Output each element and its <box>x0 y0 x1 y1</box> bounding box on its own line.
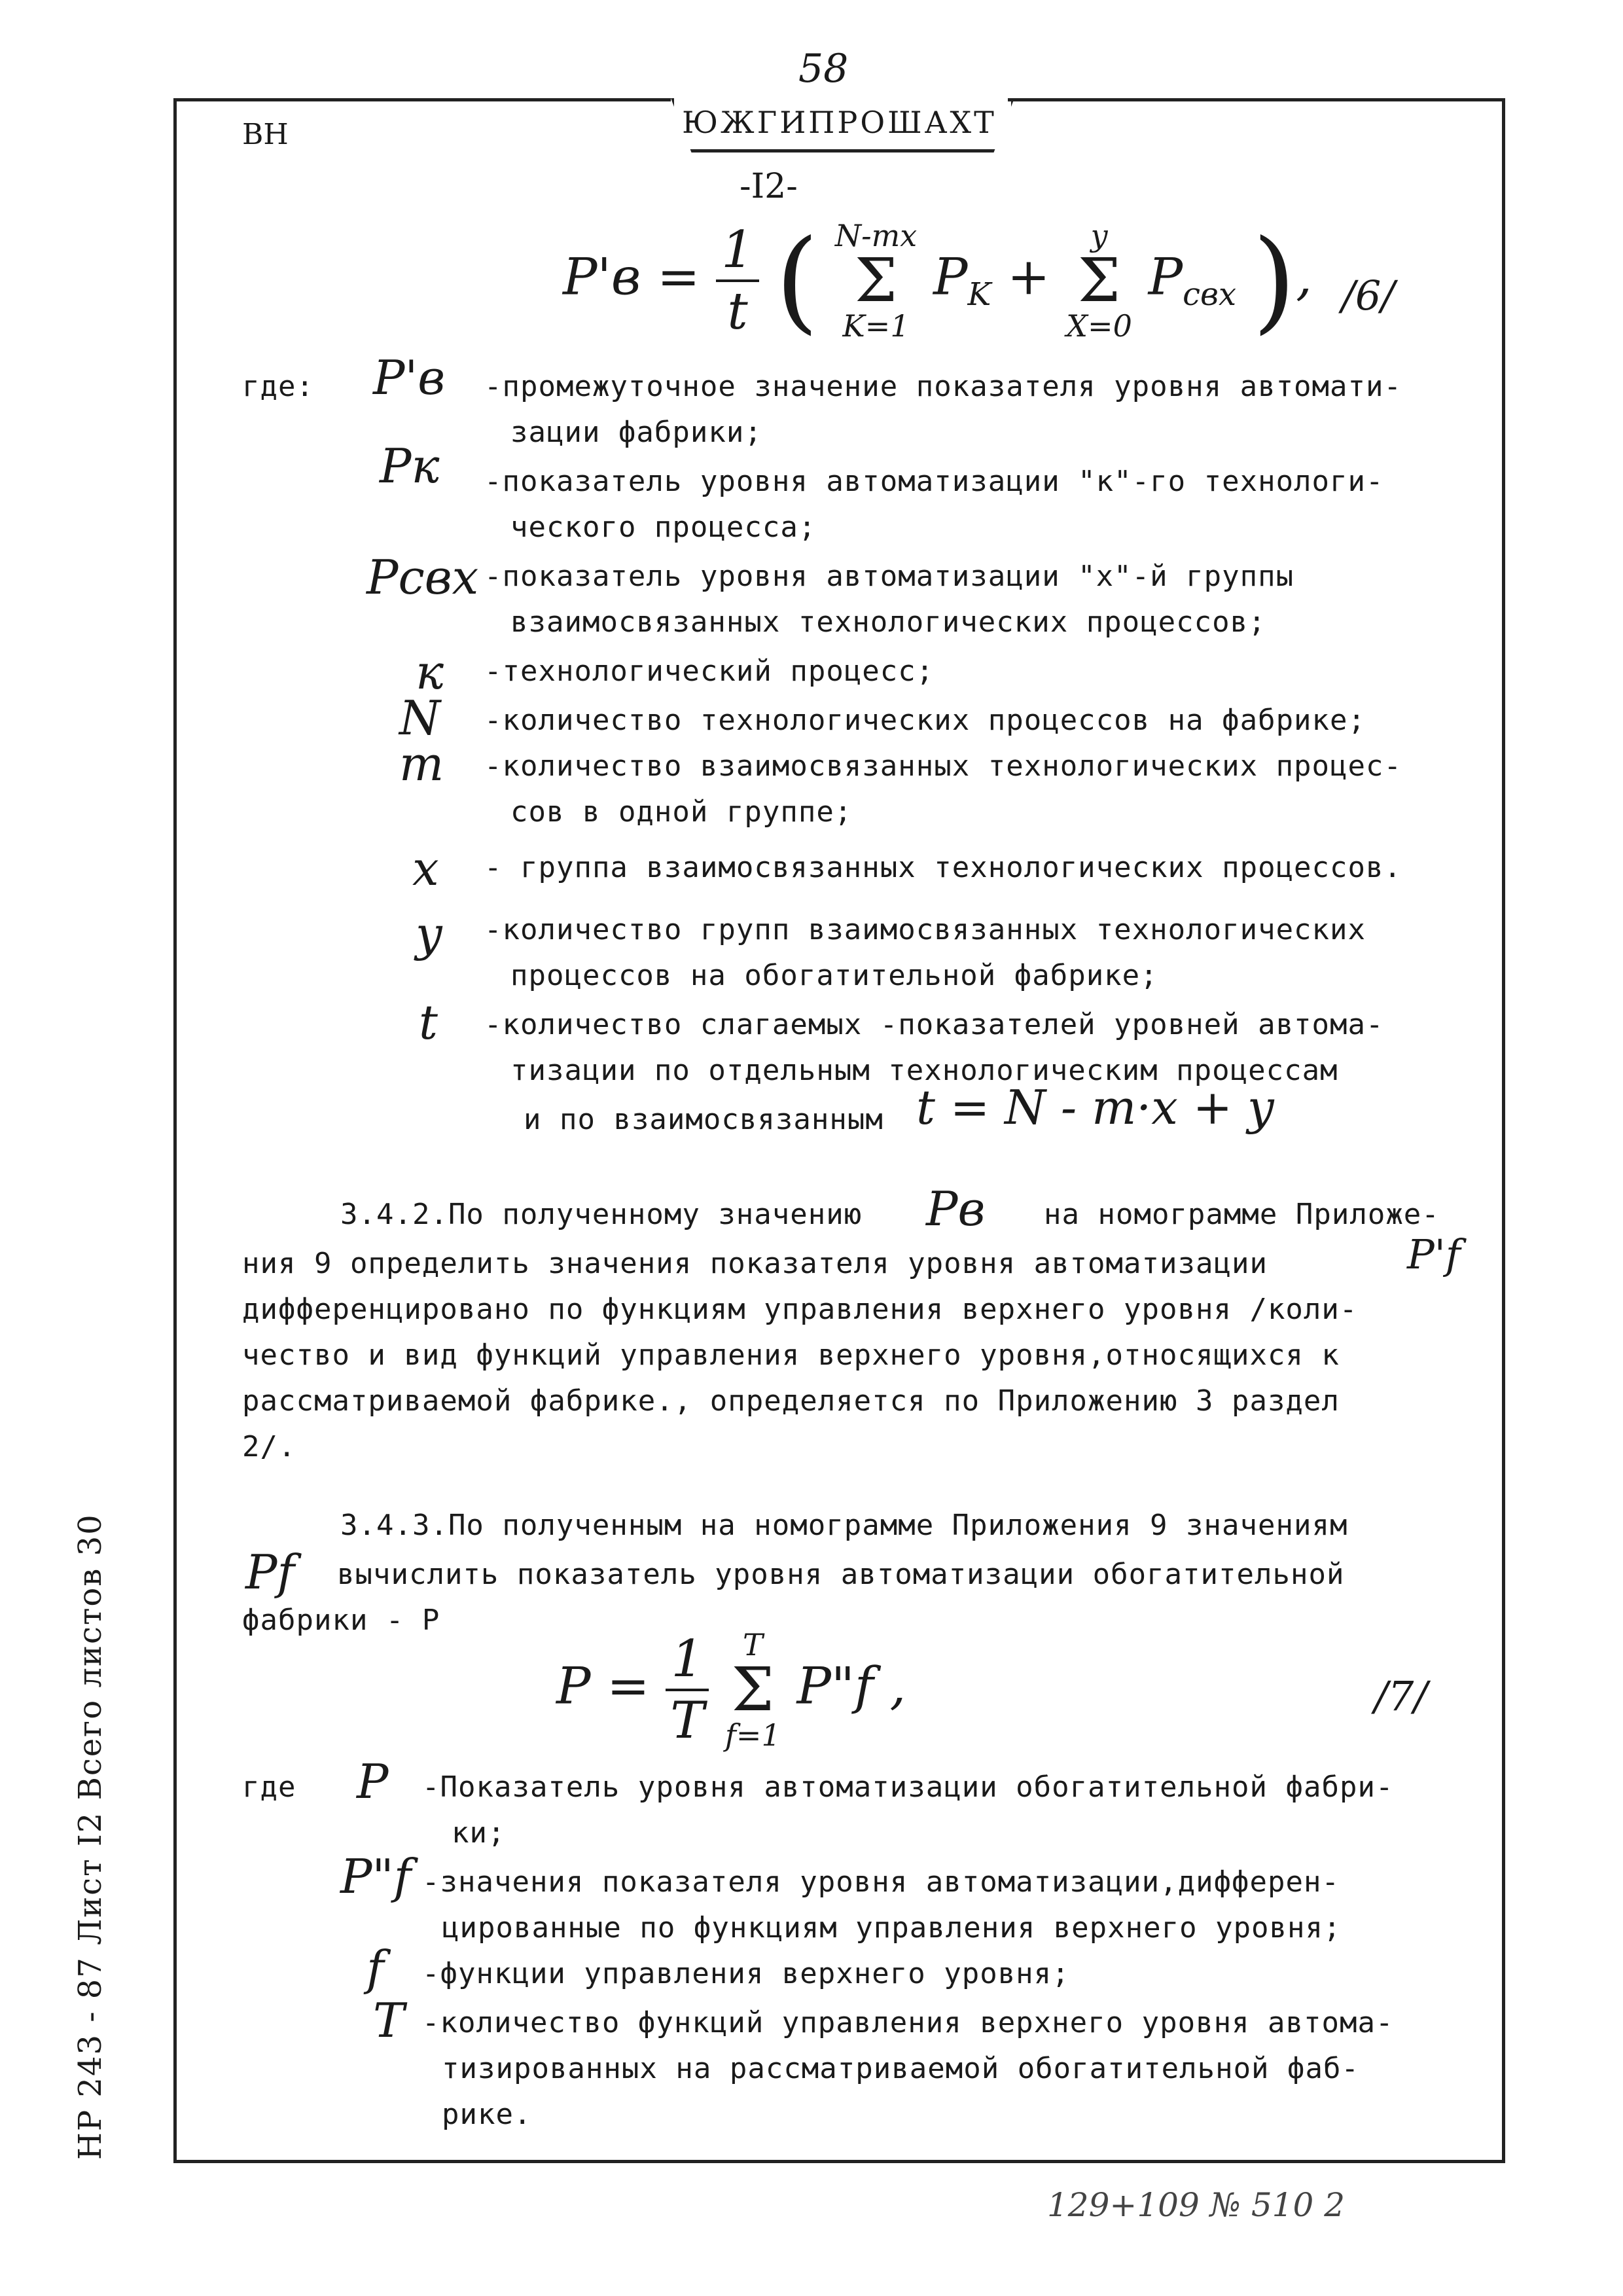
formula-6-sum-2 <box>1066 218 1132 344</box>
para-343-line: вычислить показатель уровня автоматизации обогатительной <box>337 1558 1345 1591</box>
formula-7-frac-num: 1 <box>666 1630 709 1691</box>
where-label-2: где <box>242 1770 296 1804</box>
def-line: -показатель уровня автоматизации "х"-й группы <box>484 560 1294 593</box>
para-342-line: чество и вид функций управления верхнего уровня,относящихся к <box>242 1338 1340 1372</box>
def-line: сов в одной группе; <box>510 795 853 829</box>
formula-7-eq: = <box>607 1657 650 1716</box>
para-342-line: ния 9 определить значения показателя уровня автоматизации <box>242 1247 1268 1280</box>
def-symbol: Pсвх <box>366 550 479 605</box>
formula-7 <box>556 1627 906 1753</box>
formula-6-term-2: P <box>1148 247 1183 307</box>
equation-label-7: /7/ <box>1374 1672 1428 1720</box>
def-symbol: t <box>419 995 438 1050</box>
def-line: цированные по функциям управления верхнего уровня; <box>442 1911 1342 1945</box>
def-line: -показатель уровня автоматизации "к"-го технологи- <box>484 465 1384 498</box>
def-line: -Показатель уровня автоматизации обогатительной фабри- <box>422 1770 1394 1804</box>
t-formula: t = N - m·x + y <box>916 1080 1274 1135</box>
sum-lower: f=1 <box>724 1717 781 1753</box>
formula-6-plus: + <box>1007 247 1050 307</box>
formula-7-frac-den: T <box>670 1691 705 1750</box>
def-line: - группа взаимосвязанных технологических процессов. <box>484 851 1402 884</box>
para-342-symbol-pb: Pв <box>926 1181 986 1236</box>
def-symbol: Pк <box>380 439 440 493</box>
def-line: -количество технологических процессов на фабрике; <box>484 704 1366 737</box>
sum-1-lower: K=1 <box>842 308 910 344</box>
def-line: -количество взаимосвязанных технологических процес- <box>484 749 1402 783</box>
para-342-line: рассматриваемой фабрике., определяется по Приложению 3 раздел <box>242 1384 1340 1418</box>
def-line: -технологический процесс; <box>484 655 935 688</box>
def-symbol: P'в <box>373 350 446 405</box>
def-symbol: y <box>416 906 442 961</box>
def-symbol: P"f <box>340 1849 412 1904</box>
def-line: зации фабрики; <box>510 416 762 449</box>
footer-handwritten-note: 129+109 № 510 2 <box>1047 2186 1346 2224</box>
para-343-line: 3.4.3.По полученным на номограмме Приложения 9 значениям <box>340 1509 1348 1542</box>
formula-6-term-2-sub: cвx <box>1183 276 1237 314</box>
sum-2-upper: y <box>1090 218 1108 253</box>
def-line: рике. <box>442 2098 532 2131</box>
formula-6-fraction <box>716 221 759 341</box>
handwritten-sheet-number: 58 <box>798 46 849 92</box>
def-symbol: T <box>373 1993 405 2048</box>
def-line: -количество слагаемых -показателей уровней автома- <box>484 1008 1384 1041</box>
sum-upper: T <box>742 1627 763 1662</box>
formula-6-paren-open: ( <box>775 216 819 346</box>
para-342-symbol-pf: P'f <box>1407 1230 1461 1278</box>
def-line: и по взаимосвязанным <box>524 1103 883 1136</box>
formula-6-paren-close: ) <box>1252 216 1296 346</box>
equation-label-6: /6/ <box>1342 272 1395 319</box>
def-symbol: N <box>399 691 440 745</box>
formula-6-lhs: P'в <box>563 247 641 307</box>
def-symbol: к <box>416 645 444 700</box>
def-line: взаимосвязанных технологических процессов; <box>510 605 1266 639</box>
def-line: ки; <box>452 1816 506 1850</box>
formula-7-term: P"f <box>796 1657 874 1716</box>
def-line: тизированных на рассматриваемой обогатительной фаб- <box>442 2052 1360 2085</box>
institute-stamp: ЮЖГИПРОШАХТ <box>682 105 997 140</box>
sigma-icon: Σ <box>855 245 898 315</box>
sigma-icon: Σ <box>731 1655 774 1725</box>
formula-6-eq: = <box>657 247 700 307</box>
formula-7-sum <box>724 1627 781 1753</box>
para-342-line: 3.4.2.По полученному значению <box>340 1198 863 1231</box>
def-symbol: x <box>412 841 439 896</box>
def-line: тизации по отдельным технологическим процессам <box>510 1054 1338 1087</box>
formula-7-lhs: P <box>556 1657 591 1716</box>
def-line: -количество функций управления верхнего уровня автома- <box>422 2006 1394 2039</box>
def-line: -значения показателя уровня автоматизации,дифферен- <box>422 1865 1340 1899</box>
corner-code: ВН <box>242 118 289 151</box>
para-343-line: фабрики - Р <box>242 1604 440 1637</box>
formula-6-sum-1 <box>834 218 918 344</box>
formula-6 <box>563 216 1312 346</box>
sum-2-lower: X=0 <box>1066 308 1132 344</box>
formula-6-term-1-sub: K <box>967 276 991 314</box>
para-342-line: на номограмме Приложе- <box>1044 1198 1440 1231</box>
def-symbol: m <box>399 736 444 791</box>
def-symbol: f <box>366 1941 384 1996</box>
formula-7-tail: , <box>889 1657 906 1716</box>
para-342-line: дифференцировано по функциям управления верхнего уровня /коли- <box>242 1293 1358 1326</box>
def-line: ческого процесса; <box>510 511 817 544</box>
def-line: -функции управления верхнего уровня; <box>422 1957 1070 1990</box>
formula-6-frac-num: 1 <box>716 221 759 282</box>
side-document-code: НР 243 - 87 Лист I2 Всего листов 30 <box>72 1513 109 2160</box>
def-line: -промежуточное значение показателя уровня автомати- <box>484 370 1402 403</box>
para-343-symbol-pf: Pf <box>245 1545 295 1600</box>
formula-6-term-1: P <box>933 247 968 307</box>
formula-7-fraction <box>666 1630 709 1750</box>
para-342-line: 2/. <box>242 1430 296 1463</box>
def-symbol: P <box>357 1754 389 1809</box>
def-line: процессов на обогатительной фабрике; <box>510 959 1158 992</box>
sigma-icon: Σ <box>1078 245 1121 315</box>
formula-6-tail: , <box>1296 247 1312 307</box>
def-line: -количество групп взаимосвязанных технологических <box>484 913 1366 946</box>
where-label-1: где: <box>242 370 314 403</box>
sum-1-upper: N-mx <box>834 218 918 253</box>
formula-6-frac-den: t <box>727 282 748 341</box>
page-number: -I2- <box>740 167 798 206</box>
